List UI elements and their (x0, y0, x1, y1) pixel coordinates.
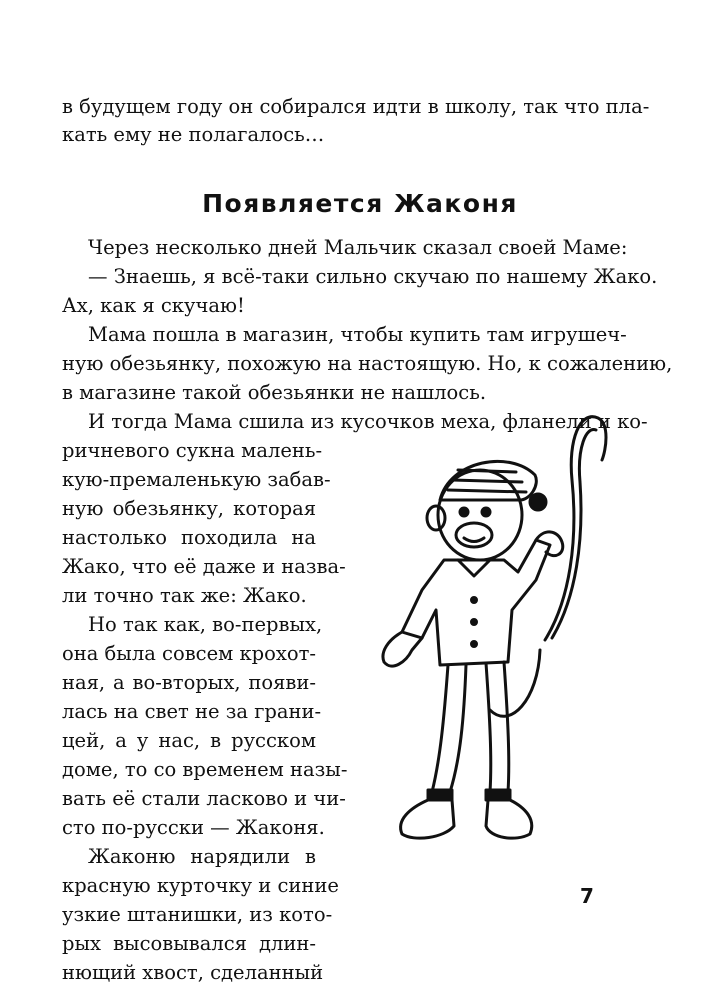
text-line: ричневого сукна малень- (62, 439, 323, 462)
tail-lower (490, 650, 540, 716)
text-line: доме, то со временем назы- (62, 758, 348, 781)
text-line: Через несколько дней Мальчик сказал своей Маме: (88, 236, 628, 259)
collar (458, 560, 490, 576)
text-line: она была совсем крохот- (62, 642, 317, 665)
text-line: — Знаешь, я всё-таки сильно скучаю по нашему Жако. (88, 265, 658, 288)
text-line: настолько походила на (62, 526, 316, 549)
button (472, 620, 477, 625)
leg-left (432, 665, 448, 792)
text-line: ную обезьянку, которая (62, 497, 316, 520)
text-line: сто по-русски — Жаконя. (62, 816, 325, 839)
shoe-right (486, 800, 532, 838)
tail (545, 417, 606, 640)
button (472, 642, 477, 647)
mouth (464, 538, 484, 542)
leg-right-inner (504, 662, 509, 792)
text-line: Ах, как я скучаю! (62, 294, 245, 317)
text-line: лась на свет не за грани- (62, 700, 322, 723)
text-line: И тогда Мама сшила из кусочков меха, фланели и ко- (88, 410, 648, 433)
text-line: ная, а во-вторых, появи- (62, 671, 316, 694)
text-line: ную обезьянку, похожую на настоящую. Но, к сожалению, (62, 352, 673, 375)
text-line: красную курточку и синие (62, 874, 339, 897)
leg-right (486, 663, 491, 792)
button (472, 598, 477, 603)
text-line: Но так как, во-первых, (88, 613, 323, 636)
text-line: ли точно так же: Жако. (62, 584, 307, 607)
shoe-left (401, 800, 454, 838)
text-line: Жако, что её даже и назва- (62, 555, 346, 578)
intro-line-1: в будущем году он собирался идти в школу, так что пла- (62, 95, 650, 118)
text-line: вать её стали ласково и чи- (62, 787, 346, 810)
text-line: узкие штанишки, из кото- (62, 903, 333, 926)
text-line: в магазине такой обезьянки не нашлось. (62, 381, 487, 404)
leg-left-inner (450, 665, 466, 792)
ear (427, 506, 445, 530)
text-line: Мама пошла в магазин, чтобы купить там игрушеч- (88, 323, 627, 346)
page-number: 7 (580, 884, 594, 908)
text-line: кую-премаленькую забав- (62, 468, 331, 491)
eye-left (460, 508, 468, 516)
text-line: нющий хвост, сделанный (62, 961, 324, 984)
text-line: Жаконю нарядили в (88, 845, 316, 868)
muzzle (456, 523, 492, 547)
text-line: рых высовывался длин- (62, 932, 316, 955)
eye-right (482, 508, 490, 516)
monkey-toy-illustration (340, 400, 610, 860)
hat-pompom (530, 494, 546, 510)
intro-line-2: кать ему не полагалось… (62, 123, 325, 146)
chapter-title: Появляется Жаконя (202, 189, 518, 218)
text-line: цей, а у нас, в русском (62, 729, 316, 752)
